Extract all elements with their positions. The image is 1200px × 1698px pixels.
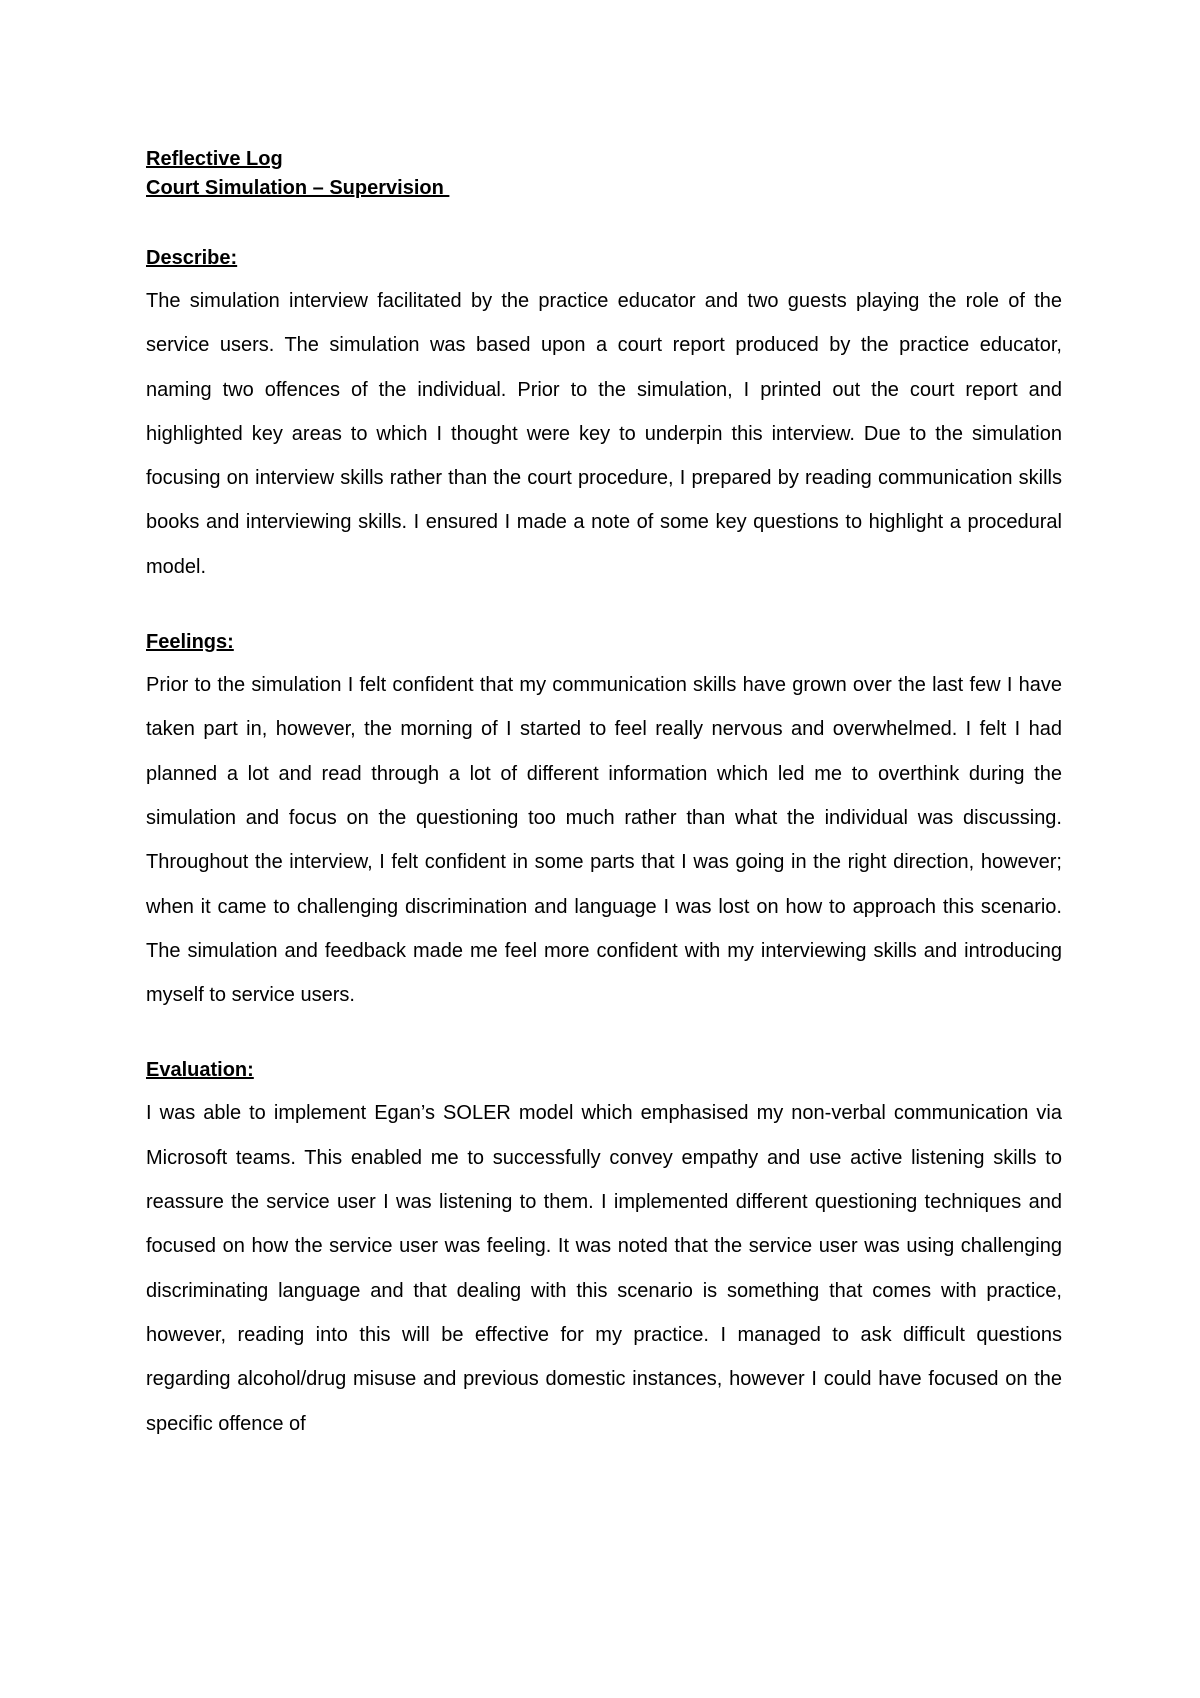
section-heading-describe: Describe: bbox=[146, 247, 238, 269]
section-heading-evaluation: Evaluation: bbox=[146, 1059, 254, 1082]
section-body-feelings: Prior to the simulation I felt confident that my communication skills have grown over the last few I have taken part in, however, the morning of I started to feel really nervous and overwhelmed. I felt I had planned a lot and read through a lot of different information which led me to overthink during the simulation and focus on the questioning too much rather than what the individual was discussing. Throughout the interview, I felt confident in some parts that I was going in the right direction, however; when it came to challenging discrimination and language I was lost on how to approach this scenario. The simulation and feedback made me feel more confident with my interviewing skills and introducing myself to service users. bbox=[146, 674, 1062, 1007]
section-body-evaluation: I was able to implement Egan’s SOLER model which emphasised my non-verbal communication via Microsoft teams. This enabled me to successfully convey empathy and use active listening skills to reassure the service user I was listening to them. I implemented different questioning techniques and focused on how the service user was feeling. It was noted that the service user was using challenging discriminating language and that dealing with this scenario is something that comes with practice, however, reading into this will be effective for my practice. I managed to ask difficult questions regarding alcohol/drug misuse and previous domestic instances, however I could have focused on the specific offence of bbox=[146, 1102, 1062, 1435]
section-heading-feelings: Feelings: bbox=[146, 631, 234, 654]
section-body-describe: The simulation interview facilitated by the practice educator and two guests playing the role of the service users. The simulation was based upon a court report produced by the practice educator, naming two offences of the individual. Prior to the simulation, I printed out the court report and highlighted key areas to which I thought were key to underpin this interview. Due to the simulation focusing on interview skills rather than the court procedure, I prepared by reading communication skills books and interviewing skills. I ensured I made a note of some key questions to highlight a procedural model. bbox=[146, 290, 1062, 578]
document-title: Reflective Log bbox=[146, 148, 283, 170]
section-feelings bbox=[146, 628, 1062, 1017]
document-subtitle: Court Simulation – Supervision bbox=[146, 177, 450, 199]
section-describe bbox=[146, 244, 1062, 589]
document-content bbox=[146, 145, 1062, 1446]
section-evaluation bbox=[146, 1056, 1062, 1445]
